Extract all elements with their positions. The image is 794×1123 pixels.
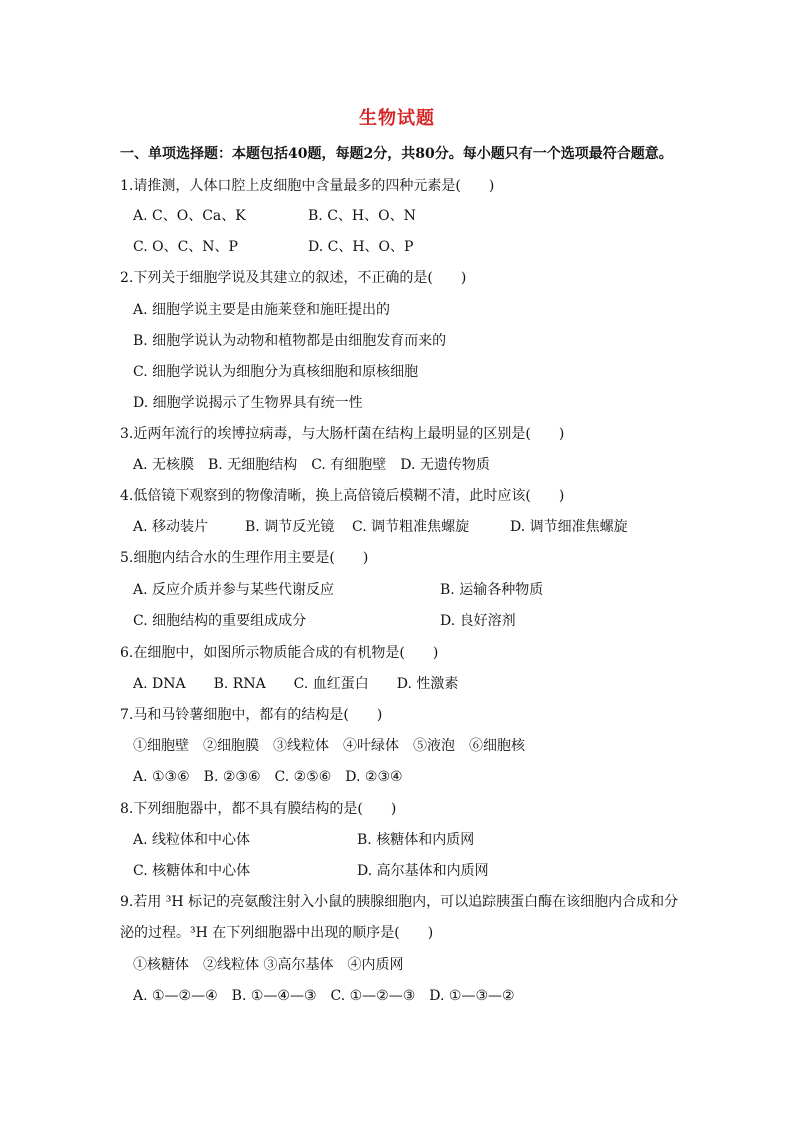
question-1: 1.请推测，人体口腔上皮细胞中含量最多的四种元素是( ) [120,178,495,194]
q1-option-d: D. C、H、O、P [308,239,414,255]
q2-option-d: D. 细胞学说揭示了生物界具有统一性 [133,395,363,411]
q9-options: A. ①—②—④ B. ①—④—③ C. ①—②—③ D. ①—③—② [133,988,515,1004]
q4-option-a: A. 移动装片 [133,519,209,535]
question-5: 5.细胞内结合水的生理作用主要是( ) [120,550,369,566]
q4-option-d: D. 调节细准焦螺旋 [510,519,628,535]
q8-option-d: D. 高尔基体和内质网 [357,863,489,879]
question-8: 8.下列细胞器中，都不具有膜结构的是( ) [120,801,397,817]
question-7: 7.马和马铃薯细胞中，都有的结构是( ) [120,707,383,723]
page-title: 生物试题 [359,108,435,129]
q3-options: A. 无核膜 B. 无细胞结构 C. 有细胞壁 D. 无遗传物质 [133,457,490,473]
question-3: 3.近两年流行的埃博拉病毒，与大肠杆菌在结构上最明显的区别是( ) [120,426,565,442]
q1-option-b: B. C、H、O、N [308,208,416,224]
q7-options: A. ①③⑥ B. ②③⑥ C. ②⑤⑥ D. ②③④ [133,769,403,785]
q7-items: ①细胞壁 ②细胞膜 ③线粒体 ④叶绿体 ⑤液泡 ⑥细胞核 [133,738,525,754]
q4-option-b: B. 调节反光镜 [245,519,335,535]
q9-items: ①核糖体 ②线粒体 ③高尔基体 ④内质网 [133,957,404,973]
question-4: 4.低倍镜下观察到的物像清晰，换上高倍镜后模糊不清，此时应该( ) [120,488,565,504]
q5-option-b: B. 运输各种物质 [440,582,544,598]
question-9-line-1: 9.若用 ³H 标记的亮氨酸注射入小鼠的胰腺细胞内，可以追踪胰蛋白酶在该细胞内合成和分 [120,894,679,910]
question-2: 2.下列关于细胞学说及其建立的叙述，不正确的是( ) [120,270,467,286]
q2-option-b: B. 细胞学说认为动物和植物都是由细胞发育而来的 [133,333,447,349]
q1-option-a: A. C、O、Ca、K [133,208,246,224]
q8-option-b: B. 核糖体和内质网 [357,832,475,848]
section-heading: 一、单项选择题：本题包括40题，每题2分，共80分。每小题只有一个选项最符合题意。 [120,146,673,162]
q4-option-c: C. 调节粗准焦螺旋 [352,519,470,535]
q2-option-a: A. 细胞学说主要是由施莱登和施旺提出的 [133,302,391,318]
q2-option-c: C. 细胞学说认为细胞分为真核细胞和原核细胞 [133,364,419,380]
q5-option-a: A. 反应介质并参与某些代谢反应 [133,582,335,598]
question-9-line-2: 泌的过程。³H 在下列细胞器中出现的顺序是( ) [120,925,434,941]
question-6: 6.在细胞中，如图所示物质能合成的有机物是( ) [120,645,439,661]
q1-option-c: C. O、C、N、P [133,239,238,255]
q5-option-d: D. 良好溶剂 [440,613,516,629]
q8-option-c: C. 核糖体和中心体 [133,863,251,879]
q5-option-c: C. 细胞结构的重要组成成分 [133,613,307,629]
q8-option-a: A. 线粒体和中心体 [133,832,251,848]
q6-options: A. DNA B. RNA C. 血红蛋白 D. 性激素 [133,676,459,692]
